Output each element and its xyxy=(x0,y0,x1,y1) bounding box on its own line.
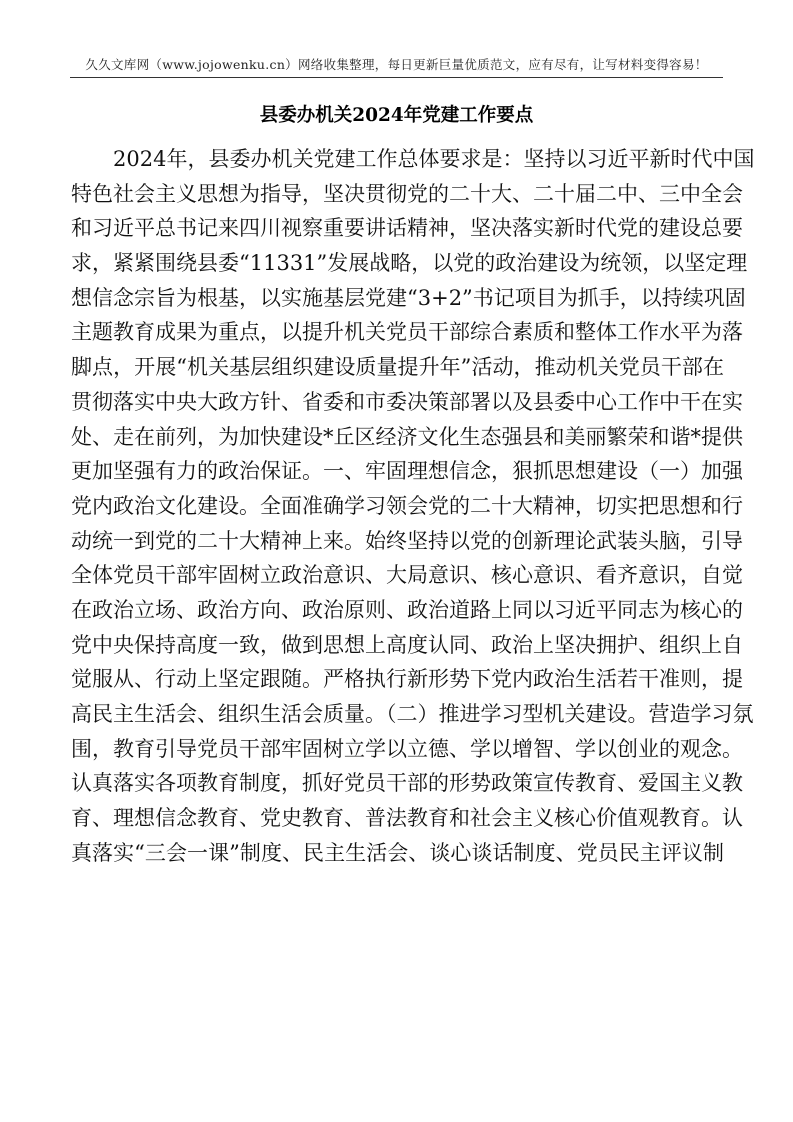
body-line: 特色社会主义思想为指导，坚决贯彻党的二十大、二十届二中、三中全会 xyxy=(71,181,743,206)
body-line: 2024年，县委办机关党建工作总体要求是：坚持以习近平新时代中国 xyxy=(113,147,755,171)
body-line: 围，教育引导党员干部牢固树立学以立德、学以增智、学以创业的观念。 xyxy=(71,736,743,761)
body-line: 在政治立场、政治方向、政治原则、政治道路上同以习近平同志为核心的 xyxy=(71,597,743,622)
body-line: 和习近平总书记来四川视察重要讲话精神，坚决落实新时代党的建设总要 xyxy=(71,216,743,241)
body-line: 更加坚强有力的政治保证。一、牢固理想信念，狠抓思想建设（一）加强 xyxy=(71,459,743,484)
body-line: 育、理想信念教育、党史教育、普法教育和社会主义核心价值观教育。认 xyxy=(71,806,743,831)
document-body xyxy=(71,142,755,870)
body-line: 脚点，开展“机关基层组织建设质量提升年”活动，推动机关党员干部在 xyxy=(71,355,724,380)
body-line: 党内政治文化建设。全面准确学习领会党的二十大精神，切实把思想和行 xyxy=(71,493,743,518)
body-line: 高民主生活会、组织生活会质量。（二）推进学习型机关建设。营造学习氛 xyxy=(71,702,754,726)
document-title: 县委办机关2024年党建工作要点 xyxy=(259,105,534,126)
body-line: 处、走在前列，为加快建设*丘区经济文化生态强县和美丽繁荣和谐*提供 xyxy=(71,424,743,449)
body-line: 真落实“三会一课”制度、民主生活会、谈心谈话制度、党员民主评议制 xyxy=(71,840,724,865)
body-line: 主题教育成果为重点，以提升机关党员干部综合素质和整体工作水平为落 xyxy=(71,320,743,345)
body-line: 认真落实各项教育制度，抓好党员干部的形势政策宣传教育、爱国主义教 xyxy=(71,771,743,796)
body-line: 全体党员干部牢固树立政治意识、大局意识、核心意识、看齐意识，自觉 xyxy=(71,563,743,588)
body-line: 党中央保持高度一致，做到思想上高度认同、政治上坚决拥护、组织上自 xyxy=(71,632,743,657)
body-line: 求，紧紧围绕县委“11331”发展战略，以党的政治建设为统领，以坚定理 xyxy=(71,251,748,276)
body-line: 想信念宗旨为根基，以实施基层党建“3+2”书记项目为抓手，以持续巩固 xyxy=(71,285,746,310)
body-line: 觉服从、行动上坚定跟随。严格执行新形势下党内政治生活若干准则，提 xyxy=(71,667,743,692)
header-divider xyxy=(70,77,723,78)
page-header: 久久文库网（www.jojowenku.cn）网络收集整理，每日更新巨量优质范文，应有尽有，让写材料变得容易！ xyxy=(85,57,708,72)
body-line: 动统一到党的二十大精神上来。始终坚持以党的创新理论武装头脑，引导 xyxy=(71,528,743,553)
body-line: 贯彻落实中央大政方针、省委和市委决策部署以及县委中心工作中干在实 xyxy=(71,389,743,414)
